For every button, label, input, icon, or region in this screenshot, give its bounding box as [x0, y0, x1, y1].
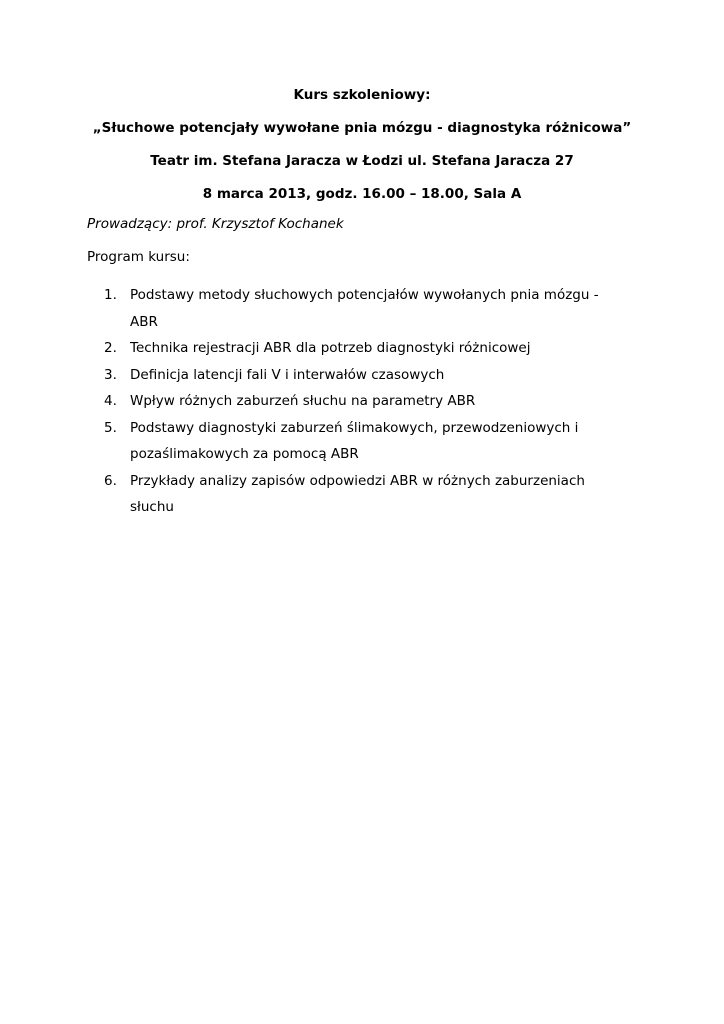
- list-item: [0, 415, 724, 468]
- course-subtitle: „Słuchowe potencjały wywołane pnia mózgu - diagnostyka różnicowa”: [92, 120, 632, 136]
- list-item-text: Technika rejestracji ABR dla potrzeb diagnostyki różnicowej: [130, 340, 531, 356]
- venue-line: Teatr im. Stefana Jaracza w Łodzi ul. Stefana Jaracza 27: [150, 153, 574, 169]
- date-time-line: 8 marca 2013, godz. 16.00 – 18.00, Sala A: [202, 186, 522, 202]
- program-list: [0, 282, 724, 521]
- list-item-number: 6.: [104, 472, 117, 489]
- list-item-number: 2.: [104, 340, 117, 356]
- list-item: [0, 362, 724, 389]
- list-item-number: 3.: [104, 366, 117, 383]
- list-item: [0, 388, 724, 415]
- list-item-text: Podstawy metody słuchowych potencjałów wywołanych pnia mózgu - ABR: [130, 287, 599, 330]
- lecturer-line: Prowadzący: prof. Krzysztof Kochanek: [87, 216, 344, 232]
- list-item-text: Wpływ różnych zaburzeń słuchu na parametry ABR: [130, 393, 476, 409]
- list-item: [0, 468, 724, 521]
- document-title: Kurs szkoleniowy:: [293, 87, 431, 103]
- list-item-text: Podstawy diagnostyki zaburzeń ślimakowych, przewodzeniowych i pozaślimakowych za pomocą ABR: [130, 419, 579, 462]
- program-label: Program kursu:: [87, 249, 190, 265]
- list-item-number: 1.: [104, 287, 117, 303]
- list-item-number: 4.: [104, 393, 117, 409]
- list-item: [0, 282, 724, 335]
- list-item: [0, 335, 724, 362]
- list-item-text: Definicja latencji fali V i interwałów czasowych: [130, 366, 445, 383]
- list-item-text: Przykłady analizy zapisów odpowiedzi ABR w różnych zaburzeniach słuchu: [130, 472, 585, 515]
- list-item-number: 5.: [104, 419, 117, 436]
